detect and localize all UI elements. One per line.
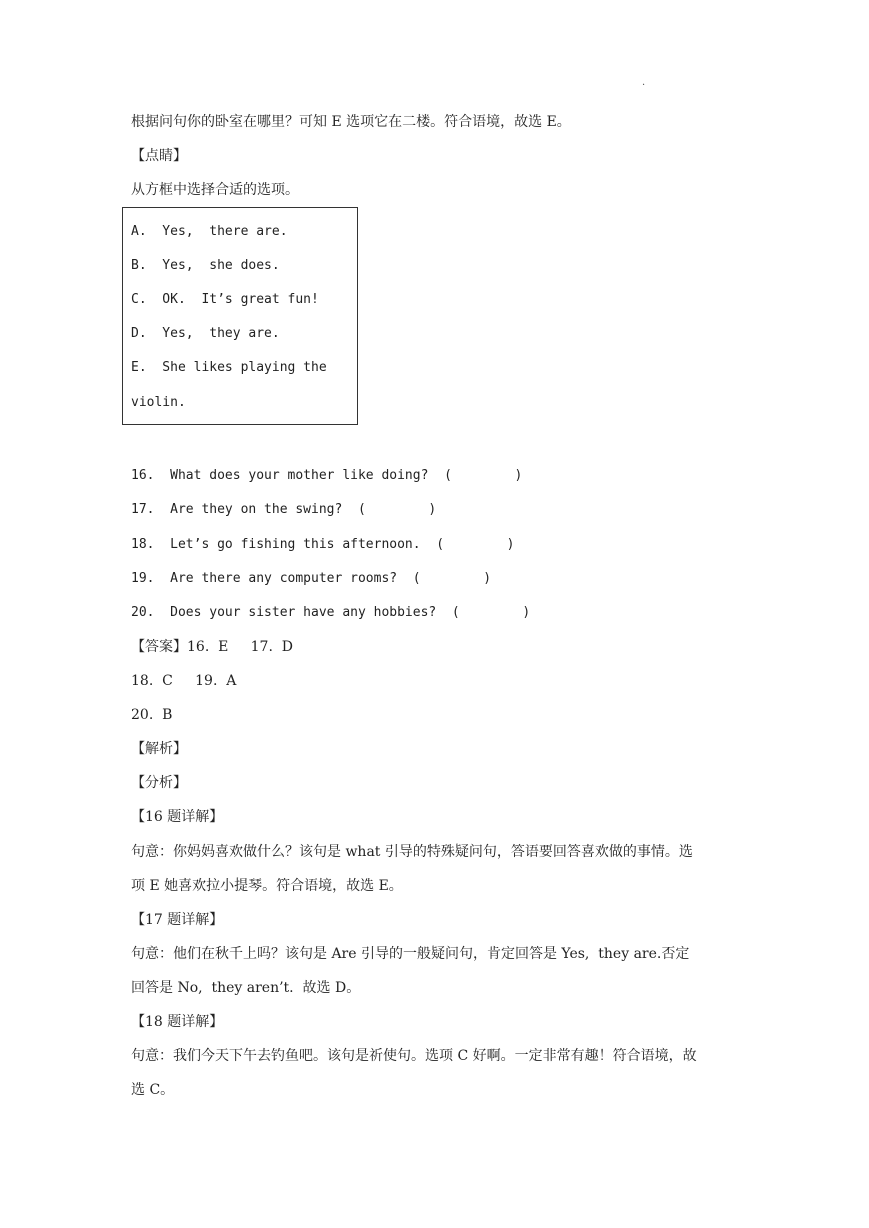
jiexi-heading: 【解析】: [131, 741, 187, 757]
option-b: B. Yes, she does.: [131, 258, 280, 273]
options-box: [122, 207, 358, 425]
question-19: 19. Are there any computer rooms? ( ): [131, 571, 492, 586]
answer-line-1: 【答案】16. E 17. D: [131, 639, 294, 655]
intro-explanation: 根据问句你的卧室在哪里？可知 E 选项它在二楼。符合语境，故选 E。: [131, 114, 571, 130]
q17-explanation-line-2: 回答是 No, they aren’t. 故选 D。: [131, 980, 361, 996]
answer-line-2: 18. C 19. A: [131, 673, 237, 689]
q16-explanation-line-2: 项 E 她喜欢拉小提琴。符合语境，故选 E。: [131, 878, 403, 894]
fenxi-heading: 【分析】: [131, 775, 187, 791]
q18-explanation-line-1: 句意：我们今天下午去钓鱼吧。该句是祈使句。选项 C 好啊。一定非常有趣！符合语境，故: [131, 1048, 697, 1064]
q16-explanation-line-1: 句意：你妈妈喜欢做什么？该句是 what 引导的特殊疑问句，答语要回答喜欢做的事情。选: [131, 844, 693, 860]
question-17: 17. Are they on the swing? ( ): [131, 502, 437, 517]
option-e: E. She likes playing the: [131, 360, 327, 375]
option-a: A. Yes, there are.: [131, 224, 288, 239]
instruction-text: 从方框中选择合适的选项。: [131, 182, 299, 198]
q17-heading: 【17 题详解】: [131, 912, 224, 928]
question-18: 18. Let’s go fishing this afternoon. ( ): [131, 537, 515, 552]
question-20: 20. Does your sister have any hobbies? ( ): [131, 605, 531, 620]
option-e-continued: violin.: [131, 395, 186, 410]
option-c: C. OK. It’s great fun!: [131, 292, 319, 307]
q18-explanation-line-2: 选 C。: [131, 1082, 175, 1098]
q16-heading: 【16 题详解】: [131, 809, 224, 825]
question-16: 16. What does your mother like doing? ( ): [131, 468, 523, 483]
answer-line-3: 20. B: [131, 707, 173, 723]
q17-explanation-line-1: 句意：他们在秋千上吗？该句是 Are 引导的一般疑问句，肯定回答是 Yes, they are.否定: [131, 946, 690, 962]
dianjing-heading: 【点睛】: [131, 148, 187, 164]
header-mark: ·: [642, 80, 646, 91]
q18-heading: 【18 题详解】: [131, 1014, 224, 1030]
option-d: D. Yes, they are.: [131, 326, 280, 341]
